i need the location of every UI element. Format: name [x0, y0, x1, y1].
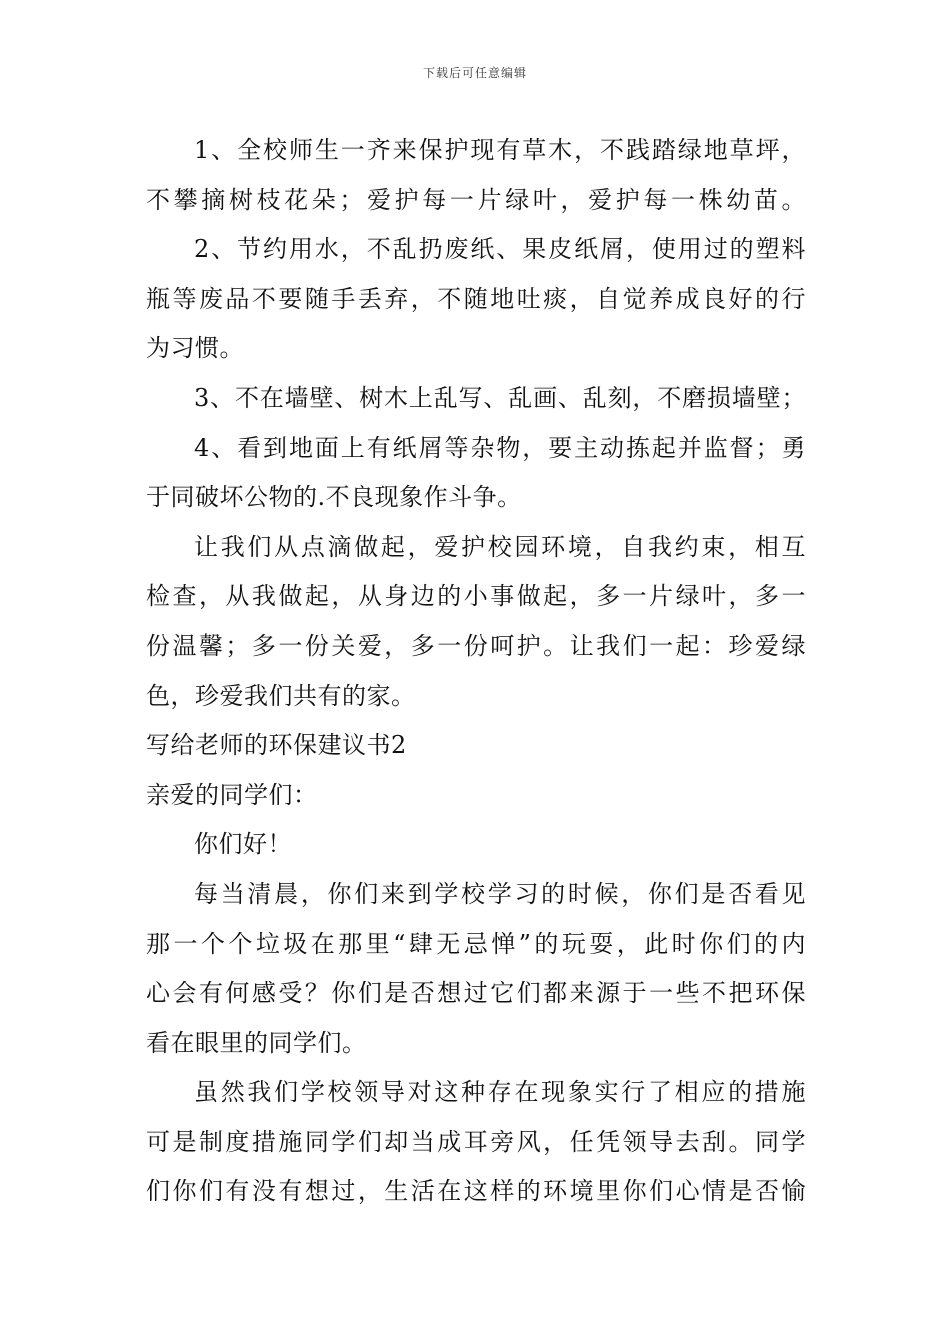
text-line: 看在眼里的同学们。 — [146, 1028, 367, 1057]
text-line: 1、全校师生一齐来保护现有草木，不践踏绿地草坪， — [194, 136, 806, 164]
text-line: 检查，从我做起，从身边的小事做起，多一片绿叶，多一 — [146, 582, 806, 611]
text-line: 不攀摘树枝花朵；爱护每一片绿叶，爱护每一株幼苗。 — [146, 185, 806, 214]
text-line: 瓶等废品不要随手丢弃，不随地吐痰，自觉养成良好的行 — [146, 284, 806, 313]
text-line: 4、看到地面上有纸屑等杂物，要主动拣起并监督；勇 — [194, 433, 806, 462]
text-line: 们你们有没有想过，生活在这样的环境里你们心情是否愉 — [146, 1177, 806, 1206]
text-line: 为习惯。 — [146, 334, 244, 363]
text-line: 心会有何感受？你们是否想过它们都来源于一些不把环保 — [146, 979, 806, 1008]
text-line: 份温馨；多一份关爱，多一份呵护。让我们一起：珍爱绿 — [146, 631, 806, 660]
greeting: 你们好！ — [194, 830, 292, 859]
text-line: 于同破坏公物的.不良现象作斗争。 — [146, 483, 522, 512]
text-line: 色，珍爱我们共有的家。 — [146, 681, 416, 710]
text-line: 2、节约用水，不乱扔废纸、果皮纸屑，使用过的塑料 — [194, 235, 806, 264]
text-line: 虽然我们学校领导对这种存在现象实行了相应的措施 — [194, 1078, 806, 1107]
section-title: 写给老师的环保建议书2 — [146, 731, 407, 760]
text-line: 让我们从点滴做起，爱护校园环境，自我约束，相互 — [194, 532, 806, 561]
text-line: 那一个个垃圾在那里“肆无忌惮”的玩耍，此时你们的内 — [146, 929, 806, 958]
document-body — [146, 126, 806, 1217]
text-line: 可是制度措施同学们却当成耳旁风，任凭领导去刮。同学 — [146, 1127, 806, 1156]
text-line: 每当清晨，你们来到学校学习的时候，你们是否看见 — [194, 879, 806, 908]
page-header: 下载后可任意编辑 — [422, 66, 527, 80]
text-line: 3、不在墙壁、树木上乱写、乱画、乱刻，不磨损墙壁； — [194, 383, 806, 412]
salutation: 亲爱的同学们： — [146, 780, 318, 809]
